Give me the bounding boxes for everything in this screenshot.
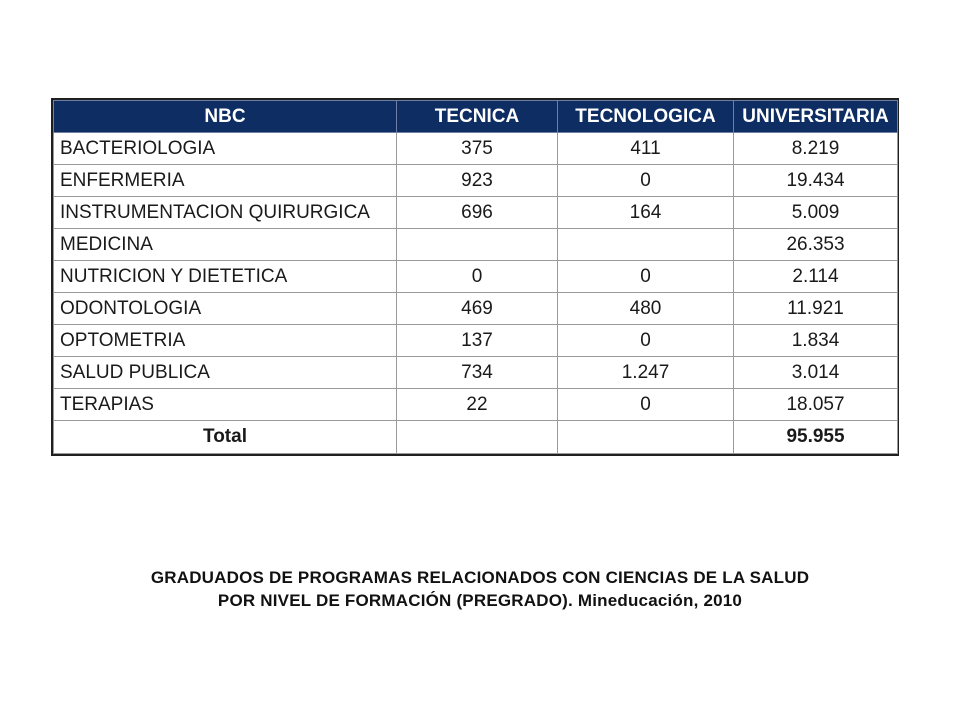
total-tecnica: [397, 421, 558, 454]
cell-tecnica: [397, 229, 558, 261]
header-universitaria: UNIVERSITARIA: [734, 101, 898, 133]
total-label: Total: [54, 421, 397, 454]
graduates-table-container: [51, 98, 899, 456]
cell-tecnica: 734: [397, 357, 558, 389]
cell-universitaria: 26.353: [734, 229, 898, 261]
row-name: SALUD PUBLICA: [54, 357, 397, 389]
cell-universitaria: 5.009: [734, 197, 898, 229]
header-tecnica: TECNICA: [397, 101, 558, 133]
table-row: [54, 261, 898, 293]
header-nbc: NBC: [54, 101, 397, 133]
header-tecnologica: TECNOLOGICA: [558, 101, 734, 133]
row-name: TERAPIAS: [54, 389, 397, 421]
cell-tecnica: 0: [397, 261, 558, 293]
cell-universitaria: 3.014: [734, 357, 898, 389]
table-row: [54, 357, 898, 389]
row-name: ODONTOLOGIA: [54, 293, 397, 325]
row-name: ENFERMERIA: [54, 165, 397, 197]
cell-tecnica: 375: [397, 133, 558, 165]
cell-universitaria: 8.219: [734, 133, 898, 165]
cell-tecnologica: 411: [558, 133, 734, 165]
total-tecnologica: [558, 421, 734, 454]
table-row: [54, 165, 898, 197]
table-row: [54, 229, 898, 261]
caption-line-1: GRADUADOS DE PROGRAMAS RELACIONADOS CON CIENCIAS DE LA SALUD: [150, 568, 810, 587]
cell-tecnologica: 1.247: [558, 357, 734, 389]
cell-universitaria: 2.114: [734, 261, 898, 293]
row-name: MEDICINA: [54, 229, 397, 261]
row-name: NUTRICION Y DIETETICA: [54, 261, 397, 293]
cell-tecnica: 923: [397, 165, 558, 197]
total-universitaria: 95.955: [734, 421, 898, 454]
cell-tecnica: 696: [397, 197, 558, 229]
cell-tecnologica: 0: [558, 325, 734, 357]
table-row: [54, 293, 898, 325]
cell-universitaria: 1.834: [734, 325, 898, 357]
cell-tecnica: 469: [397, 293, 558, 325]
table-row: [54, 133, 898, 165]
row-name: OPTOMETRIA: [54, 325, 397, 357]
table-row: [54, 325, 898, 357]
cell-tecnica: 137: [397, 325, 558, 357]
cell-universitaria: 19.434: [734, 165, 898, 197]
cell-universitaria: 18.057: [734, 389, 898, 421]
graduates-table: [53, 100, 898, 454]
figure-caption: [40, 566, 920, 612]
cell-tecnologica: 0: [558, 389, 734, 421]
row-name: INSTRUMENTACION QUIRURGICA: [54, 197, 397, 229]
table-header-row: [54, 101, 898, 133]
cell-tecnologica: 0: [558, 261, 734, 293]
cell-tecnologica: [558, 229, 734, 261]
cell-tecnologica: 480: [558, 293, 734, 325]
table-row: [54, 197, 898, 229]
cell-tecnologica: 164: [558, 197, 734, 229]
caption-line-2: POR NIVEL DE FORMACIÓN (PREGRADO). Mineducación, 2010: [217, 591, 743, 610]
cell-universitaria: 11.921: [734, 293, 898, 325]
row-name: BACTERIOLOGIA: [54, 133, 397, 165]
total-row: [54, 421, 898, 454]
cell-tecnica: 22: [397, 389, 558, 421]
table-row: [54, 389, 898, 421]
cell-tecnologica: 0: [558, 165, 734, 197]
